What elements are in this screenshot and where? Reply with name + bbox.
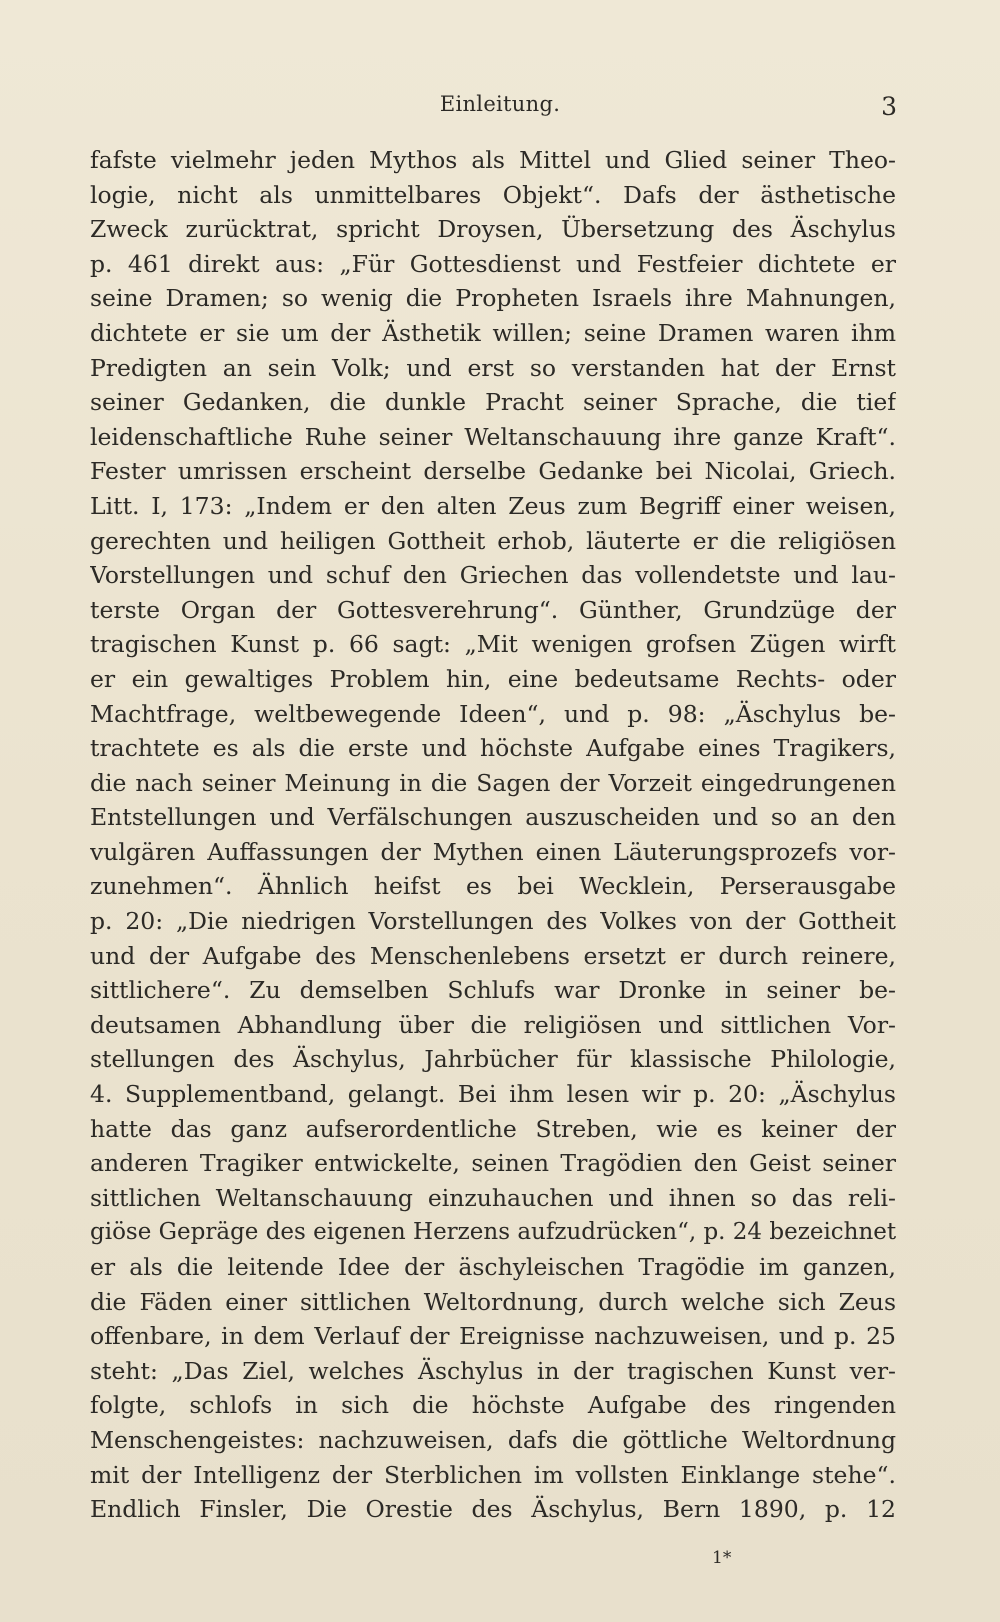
text-line: deutsamen Abhandlung über die religiösen und sittlichen Vor- xyxy=(90,1010,896,1039)
text-line: Vorstellungen und schuf den Griechen das vollendetste und lau- xyxy=(90,561,896,590)
text-line: fafste vielmehr jeden Mythos als Mittel und Glied seiner Theo- xyxy=(90,146,896,174)
text-line: vulgären Auffassungen der Mythen einen Läuterungsprozefs vor- xyxy=(90,837,896,866)
text-line: folgte, schlofs in sich die höchste Aufgabe des ringenden xyxy=(90,1391,896,1420)
text-line: hatte das ganz aufserordentliche Streben, wie es keiner der xyxy=(90,1114,896,1143)
text-line: seine Dramen; so wenig die Propheten Israels ihre Mahnungen, xyxy=(90,284,896,313)
body-text xyxy=(90,143,896,1527)
running-title: Einleitung. xyxy=(439,92,561,116)
text-line: seiner Gedanken, die dunkle Pracht seiner Sprache, die tief xyxy=(90,388,896,417)
text-line: zunehmen“. Ähnlich heifst es bei Wecklein, Perserausgabe xyxy=(90,872,896,901)
text-line: Litt. I, 173: „Indem er den alten Zeus zum Begriff einer weisen, xyxy=(90,491,896,520)
text-line: mit der Intelligenz der Sterblichen im vollsten Einklange stehe“. xyxy=(90,1460,896,1489)
text-line: 4. Supplementband, gelangt. Bei ihm lesen wir p. 20: „Äschylus xyxy=(90,1080,896,1109)
text-line: p. 461 direkt aus: „Für Gottesdienst und Festfeier dichtete er xyxy=(90,249,896,278)
text-line: trachtete es als die erste und höchste Aufgabe eines Tragikers, xyxy=(90,734,896,763)
text-line: giöse Gepräge des eigenen Herzens aufzudrücken“, p. 24 bezeichnet xyxy=(90,1219,896,1246)
text-line: und der Aufgabe des Menschenlebens ersetzt er durch reinere, xyxy=(90,941,896,970)
text-line: Zweck zurücktrat, spricht Droysen, Übersetzung des Äschylus xyxy=(90,215,896,244)
text-line: Menschengeistes: nachzuweisen, dafs die göttliche Weltordnung xyxy=(90,1425,896,1454)
text-line: sittlichere“. Zu demselben Schlufs war Dronke in seiner be- xyxy=(90,976,896,1005)
text-line: die Fäden einer sittlichen Weltordnung, durch welche sich Zeus xyxy=(90,1287,896,1316)
text-line: stellungen des Äschylus, Jahrbücher für klassische Philologie, xyxy=(90,1045,896,1074)
text-line: sittlichen Weltanschauung einzuhauchen und ihnen so das reli- xyxy=(90,1183,896,1212)
text-line: tragischen Kunst p. 66 sagt: „Mit wenigen grofsen Zügen wirft xyxy=(90,630,896,659)
text-line: Fester umrissen erscheint derselbe Gedanke bei Nicolai, Griech. xyxy=(90,457,896,486)
text-line: logie, nicht als unmittelbares Objekt“. Dafs der ästhetische xyxy=(90,180,896,209)
text-line: dichtete er sie um der Ästhetik willen; seine Dramen waren ihm xyxy=(90,318,896,347)
text-line: terste Organ der Gottesverehrung“. Günther, Grundzüge der xyxy=(90,595,896,624)
text-line: Machtfrage, weltbewegende Ideen“, und p. 98: „Äschylus be- xyxy=(90,699,896,728)
text-line: die nach seiner Meinung in die Sagen der Vorzeit eingedrungenen xyxy=(90,768,896,797)
text-line: Endlich Finsler, Die Orestie des Äschylus, Bern 1890, p. 12 xyxy=(90,1495,896,1524)
text-line: offenbare, in dem Verlauf der Ereignisse nachzuweisen, und p. 25 xyxy=(90,1322,896,1351)
text-line: steht: „Das Ziel, welches Äschylus in der tragischen Kunst ver- xyxy=(90,1356,896,1385)
text-line: Predigten an sein Volk; und erst so verstanden hat der Ernst xyxy=(90,353,896,382)
text-line: anderen Tragiker entwickelte, seinen Tragödien den Geist seiner xyxy=(90,1149,896,1178)
text-line: er als die leitende Idee der äschyleischen Tragödie im ganzen, xyxy=(90,1253,896,1281)
signature-mark: 1* xyxy=(712,1548,732,1568)
running-head xyxy=(0,92,1000,122)
text-line: er ein gewaltiges Problem hin, eine bedeutsame Rechts- oder xyxy=(90,664,896,693)
text-line: gerechten und heiligen Gottheit erhob, läuterte er die religiösen xyxy=(90,526,896,555)
text-line: leidenschaftliche Ruhe seiner Weltanschauung ihre ganze Kraft“. xyxy=(90,422,896,451)
text-line: p. 20: „Die niedrigen Vorstellungen des Volkes von der Gottheit xyxy=(90,907,896,936)
text-line: Entstellungen und Verfälschungen auszuscheiden und so an den xyxy=(90,803,896,832)
page-number: 3 xyxy=(881,92,897,121)
